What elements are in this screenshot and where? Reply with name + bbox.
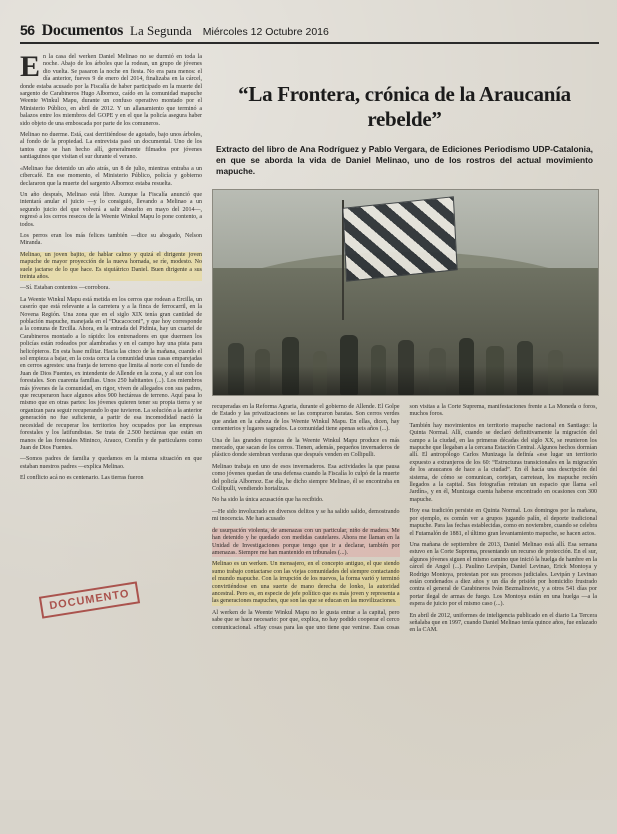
- paragraph-top-right: de usurpación violenta, de amenazas con un particular, niño de madera. Me han detenido y he quedado con medidas cautelares. Ahora me llaman en la Unidad de Investigaciones porque tengo que ir a declarar, también por amenazas. Siempre me han mantenido en tribunales (...).: [212, 527, 400, 556]
- paragraph: Hoy esa tradición persiste en Quinta Normal. Los domingos por la mañana, por ejemplo, es común ver a grupos jugando palín, el deporte tradicional mapuche. Para las fechas establecidas, como en noviembre, cuando se celebra el Futamalón de 1881, el último gran levantamiento mapuche, se hacen actos.: [409, 508, 597, 537]
- paragraph: Un año después, Melinao está libre. Aunque la Fiscalía anunció que intentará anular el juicio —y lo consiguió, llevando a Melinao a un segundo juicio del que volverá a salir absuelto en mayo del 2014—, regresó a los cerros resecos de la Weente Winkul Mapu lo pone contento, a todos.: [20, 191, 202, 228]
- paragraph: Melinao trabaja en uno de esos invernaderos. Esa actividades la que pausa como jóvenes quedan de una defensa cuando la Fiscalía lo culpó de la muerte del policía Albornoz. Ese día, he dicho siempre Melinao, él se encontraba en Collipulli, vendiendo hortalizas.: [212, 463, 400, 493]
- paragraph: Una mañana de septiembre de 2013, Daniel Melinao está allí. Esa semana estuvo en la Corte Suprema, presentando un recurso de protección. En el sur, algunos jóvenes siguen el mismo camino que inició la huelga de hambre en la cárcel de Angol (...). Paulino Levipán, Daniel Levinao, Erick Montoya y Rodrigo Montoya, protestan por sus procesos judiciales. Levipán y Levinao están condenados a diez años y un día de prisión por homicidio frustrado contra el general de Carabineros Iván Bezmalinovic, y a otros 541 días por portar ilegal de armas de fuego. Los Montoya están en una huelga —a la espera de juicio por el mismo caso (...).: [409, 541, 597, 608]
- column-left: [20, 50, 202, 789]
- highlighted-paragraph: Melinao es un werken. Un mensajero, en el concepto antiguo, el que siendo sumo trabajo contactarse con las viejas comunidades del siempre contactando el mundo mapuche. Con la irrupción de los nuevos, la forma varió y terminó convirtiéndose en una suerte de mano derecha de lonko, la autoridad ancestral. Pero es, en especie de jefe político que es más joven y representa a las generaciones mapuches, que son las que se educan en las movilizaciones.: [212, 561, 400, 605]
- issue-date: Miércoles 12 Octubre 2016: [202, 26, 329, 38]
- paper-name: La Segunda: [130, 23, 192, 38]
- paragraph: Una de las grandes riquezas de la Weente Winkul Mapu produce es más mercado, que sacan de los cerros. Tienen, además, pequeños invernaderos de plástico donde siembran verduras que después venden en Collipulli.: [212, 437, 400, 459]
- left-body: [20, 50, 202, 483]
- paragraph: En la casa del werken Daniel Melinao no se durmió en toda la noche. Abajo de los árboles que la rodean, un grupo de jóvenes dio vuelta. Se pasaron la noche en fiesta. No era para menos: el día anterior, fueves 9 de enero del 2014, finalizaba en la cárcel, donde estaba acusado por la Fiscalía de haber participado en la muerte del sargento de Carabineros Hugo Albornoz, caído en la comunidad mapuche Weente Winkul Mapu, durante un confuso operativo montado por el Ministerio Público, en abril de 2012. Y un allanamiento que terminó a balazos entre los miembros del GOPE y en el que la policía asegura haber sido objeto de una emboscada por parte de los comuneros.: [20, 50, 202, 127]
- mapuche-flag: [342, 196, 457, 282]
- highlighted-paragraph: Melinao, un joven bajito, de hablar calmo y quizá el dirigente joven mapuche de mayor proyección de la nueva hornada, se ríe, modesto. No suele jactarse de lo que hace. Es siquiátrico Daniel. Buen dirigente a sus treinta años.: [20, 251, 202, 280]
- paragraph: —Sí. Estaban contentos —corrobora.: [20, 285, 110, 292]
- paragraph: No ha sido la única acusación que ha recibido.: [212, 497, 324, 504]
- column-right: [212, 54, 597, 789]
- section-name: Documentos: [41, 22, 124, 39]
- paragraph: —He sido involucrado en diversos delitos y se ha salido salido, demostrando mi inocencia. Me han acusado: [212, 508, 400, 523]
- paragraph: El conflicto acá no es centenario. Las tierras fueron: [20, 475, 144, 482]
- article-standfirst: Extracto del libro de Ana Rodríguez y Pablo Vergara, de Ediciones Periodismo UDP-Catalonia, en que se aborda la vida de Daniel Melinao, uno de los rostros del actual movimiento mapuche.: [216, 144, 593, 176]
- masthead: [20, 22, 599, 44]
- paragraph: Melinao no duerme. Está, casi derritiéndose de agotado, bajo unos árboles, al fondo de la propiedad. La entrevista pasó un documental. Uno de los tantos que se han hecho allí, generalmente filmados por jóvenes santiaguinos que visitan el sur durante el verano.: [20, 132, 202, 161]
- documento-stamp: DOCUMENTO: [39, 581, 140, 618]
- paragraph: La Weente Winkul Mapu está metida en los cerros que rodean a Ercilla, un caserío que está relevante a la carretera y a la finca de ferrocarril, en la Novena Región. Una zona que en el siglo XIX tenía gran cantidad de población mapuche, manejada en el “Ducacoconi”, y que hoy corresponde a la comuna de Ercilla. Ahora, en la entrada del Pidinia, hay un cuartel de Carabineros montado a lo rápido: los entrenadores en que duermen los policías están rodeados por alambradas y en el campo hay una pista para helicópteros. En esta base militar. Hacia las cinco de la mañana, cuando el sol empieza a bajar, en la costa cerca la comunidad unas casas emparejadas en cerros agrestes: una franja de terreno que limita al norte con el fundo de Juan de Dios Fuentes, ex intendente de Allende en la zona, y al sur con los forestales. Son cuarenta familias. Unos 250 habitantes (...). Los miembros más jóvenes de la comunidad, en rigor, viven de allegados con sus padres, que recuperaron hace algunos años 900 hectáreas de terreno. Aquí pasa lo mismo que en otras partes: los jóvenes quieren tener su propia tierra y se organizan para seguir recuperando lo que tuvieron. La solución a la anterior generación no fue suficiente, a partir de esa incomodidad nació la necesidad de recuperar los territorios hoy ocupados por las empresas forestales y los latifundistas. Se trata de 2.500 hectáreas que están en manos de las forestales Mininco, Arauco, Comfín y de particulares como Juan de Dios Fuentes.: [20, 296, 202, 451]
- right-body: [212, 404, 597, 635]
- paragraph: Al werken de la Weente Winkul Mapu no le gusta entrar a la capital, pero sabe que se hace necesario: por que, explica, no hay podido cooperar el cerco comunicacional. «Hay cosas para las que uno tiene que venirse. Esas cosas son visitas a la Corte Suprema, manifestaciones frente a La Moneda o foros, muchos foros.: [212, 404, 597, 631]
- photo-shadow-band: [213, 366, 598, 395]
- paragraph: «Melinao fue detenido un año atrás, un 8 de julio, mientras entraba a un cibercafé. En ese momento, el Ministerio Público, policía y gobierno declararon que la muerte del sargento Albornoz estaba resuelta.: [20, 165, 202, 187]
- paragraph: También hay movimientos en territorio mapuche nacional en Santiago: la Quinta Normal. Allí, cuando se declaró definitivamente la migración del campo a la ciudad, en las primeras décadas del siglo XX, se reunieron los mapuche que llegaban a la cercana Estación Central. Algunos hechos dormían allí. El antropólogo Carlos Munizaga la definía «ese lugar un territorio expuesto a extranjeros de los 60: “Estructuras transicionales en la migración de los araucanos de hace a la ciudad”. En él hacía una descripción del sistema, de cómo se comunican, cortejan, carretean, los mapuche recién llegados a la capital. Sus fotografías retratan un espacio que llama «el Jardín», y en él, Munizaga cuenta haberse encontrado en ocasiones con 300 mapuche.: [409, 422, 597, 503]
- paragraph: En abril de 2012, uniformes de inteligencia publicado en el diario La Tercera señalaba que en 1997, cuando Daniel Melinao tenía quince años, fue enlazado en la CAM.: [409, 612, 597, 634]
- page-folio: 56: [20, 22, 35, 38]
- page-content: [20, 50, 599, 789]
- paragraph: recuperadas en la Reforma Agraria, durante el gobierno de Allende. El Golpe de Estado y las privatizaciones se las compraron baratas. Son cerros verdes que andan en la cabeza de los Weente Winkul Mapu. En ellas, dicen, hay cementerios y lugares sagrados. La comunidad tiene apenas seis años (...).: [212, 404, 400, 433]
- paragraph: —Somos padres de familia y quedamos en la misma situación en que estaban nuestros padres —explica Melinao.: [20, 456, 202, 470]
- article-photo: [212, 189, 599, 396]
- right-body-columns: [212, 404, 597, 834]
- paragraph: Los perros eran los más felices también —dice su abogado, Nelson Miranda.: [20, 232, 202, 247]
- page-title: “La Frontera, crónica de la Araucanía rebelde”: [238, 82, 571, 131]
